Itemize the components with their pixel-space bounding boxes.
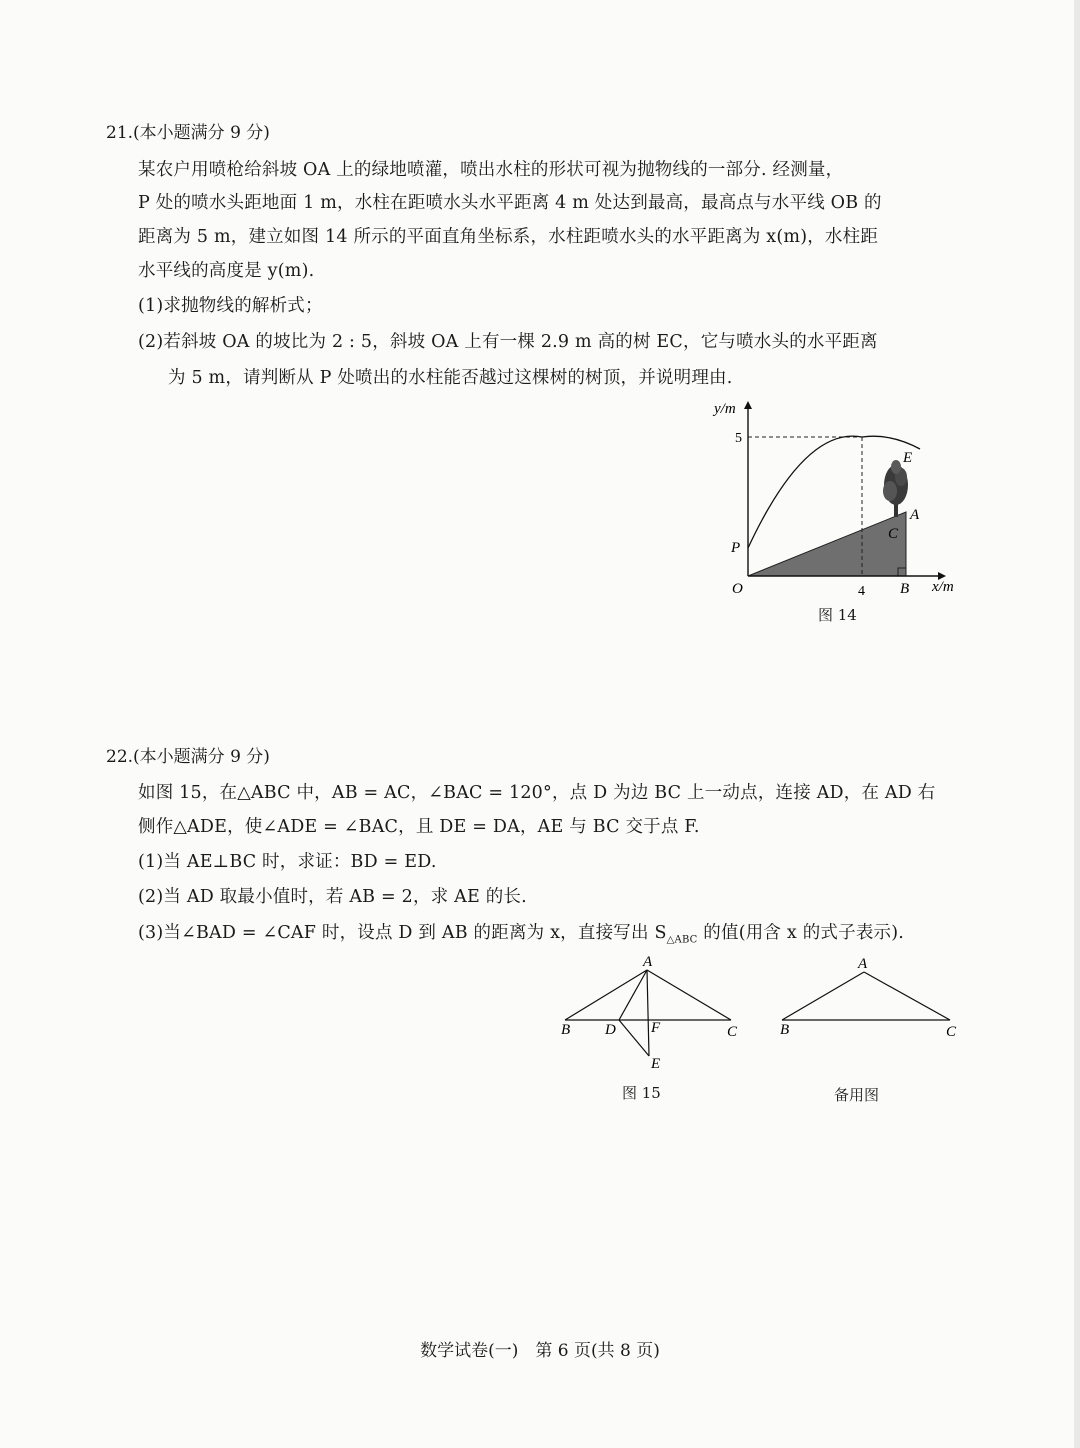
q22-sub2: (2)当 AD 取最小值时，若 AB = 2，求 AE 的长. [138,887,527,907]
tick-5-label: 5 [735,431,742,446]
point-B-label: B [900,581,910,597]
fig15-point-D: D [605,1022,616,1038]
q22-sub1: (1)当 AE⊥BC 时，求证：BD = ED. [138,852,437,872]
q21-line-4: 水平线的高度是 y(m). [138,261,315,281]
segment-AC [647,970,731,1020]
q22-header: 22.(本小题满分 9 分) [106,747,270,767]
fig15-point-C: C [727,1024,738,1040]
y-axis-label: y/m [714,401,736,417]
point-E-label: E [903,450,913,466]
fig15-point-A: A [643,954,653,970]
fig15-point-E: E [651,1056,661,1072]
q21-line-3: 距离为 5 m，建立如图 14 所示的平面直角坐标系，水柱距喷水头的水平距离为 x(m)，水柱距 [138,227,879,247]
point-A-label: A [910,507,920,523]
q21-sub1: (1)求抛物线的解析式； [138,296,323,316]
spare-segment-AC [864,972,950,1020]
tick-4-label: 4 [858,584,865,599]
origin-label: O [732,581,743,597]
q22-line-1: 如图 15，在△ABC 中，AB = AC，∠BAC = 120°，点 D 为边 BC 上一动点，连接 AD，在 AD 右 [138,783,936,803]
q21-sub2-line1: (2)若斜坡 OA 的坡比为 2 : 5，斜坡 OA 上有一棵 2.9 m 高的树 EC，它与喷水头的水平距离 [138,332,878,352]
spare-figure-caption: 备用图 [834,1086,880,1104]
q22-sub3-part-b: 的值(用含 x 的式子表示). [697,923,905,943]
slope-triangle [748,512,906,576]
q22-sub3 [138,919,904,946]
figure-15-caption: 图 15 [622,1084,661,1102]
segment-AE [647,970,649,1056]
point-P-label: P [731,540,741,556]
q21-line-2: P 处的喷水头距地面 1 m，水柱在距喷水头水平距离 4 m 处达到最高，最高点与水平线 OB 的 [138,193,882,213]
q22-sub3-subscript: △ABC [666,934,698,946]
q21-sub2-line2: 为 5 m，请判断从 P 处喷出的水柱能否越过这棵树的树顶，并说明理由. [168,368,733,388]
fig15-point-F: F [651,1020,661,1036]
spare-point-B: B [780,1022,790,1038]
q21-header: 21.(本小题满分 9 分) [106,123,270,143]
spare-segment-AB [782,972,864,1020]
page-edge-shadow [1074,0,1080,1448]
y-axis-arrow [744,401,752,409]
spare-point-C: C [946,1024,957,1040]
figure-14-caption: 图 14 [818,606,857,624]
spare-point-A: A [858,956,868,972]
spare-figure [772,950,972,1050]
page-footer: 数学试卷(一) 第 6 页(共 8 页) [420,1341,660,1361]
figure-14 [700,395,970,635]
segment-AD [619,970,647,1020]
segment-DE [619,1020,649,1056]
figure-15 [555,950,755,1075]
q21-line-1: 某农户用喷枪给斜坡 OA 上的绿地喷灌，喷出水柱的形状可视为抛物线的一部分. 经测量， [138,160,844,180]
q22-sub3-part-a: (3)当∠BAD = ∠CAF 时，设点 D 到 AB 的距离为 x，直接写出 S [138,923,667,943]
point-C-label: C [888,526,899,542]
fig15-point-B: B [561,1022,571,1038]
x-axis-label: x/m [932,579,954,595]
tree-icon [883,460,908,517]
q22-line-2: 侧作△ADE，使∠ADE = ∠BAC，且 DE = DA，AE 与 BC 交于点 F. [138,817,700,837]
segment-AB [565,970,647,1020]
